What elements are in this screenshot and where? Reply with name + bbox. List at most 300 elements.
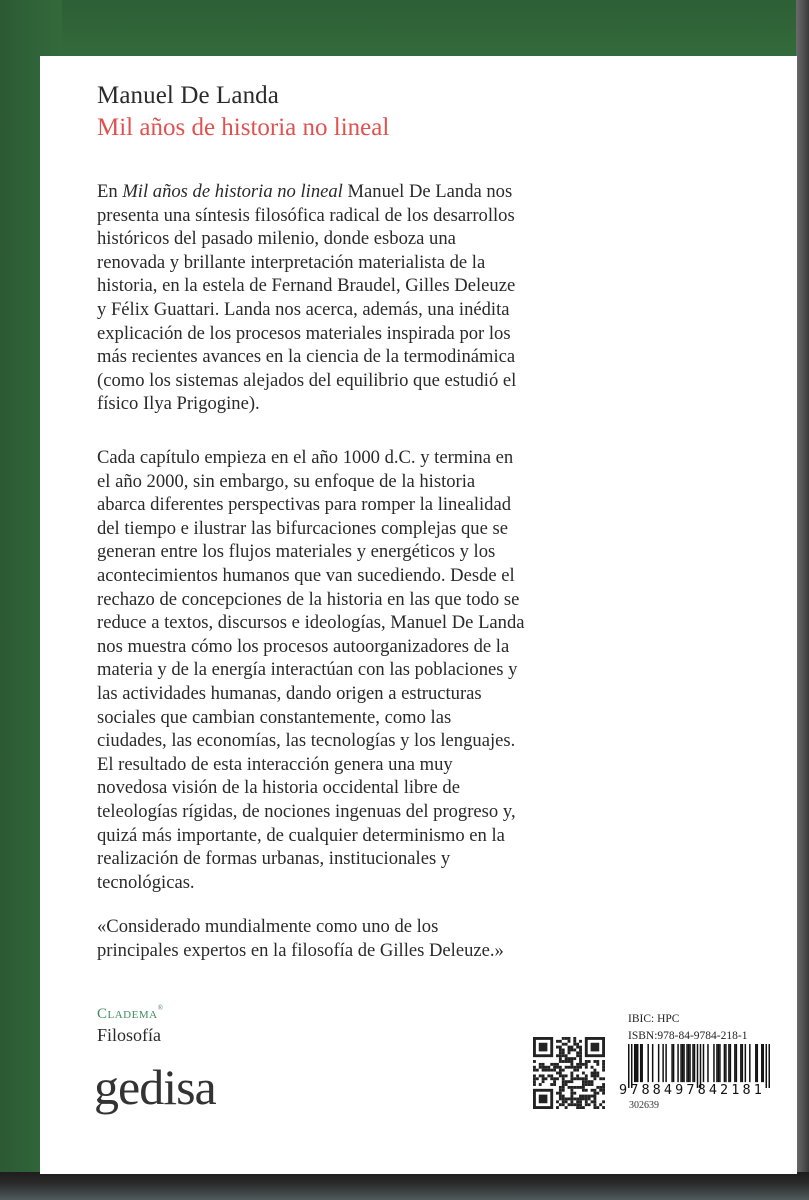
qr-module (602, 1106, 605, 1109)
qr-module (542, 1069, 545, 1072)
qr-module (533, 1083, 536, 1086)
barcode-bar (745, 1044, 746, 1082)
qr-module (559, 1046, 562, 1049)
qr-module (593, 1072, 596, 1075)
qr-module (553, 1063, 556, 1066)
qr-module (533, 1080, 536, 1083)
qr-module (547, 1074, 550, 1077)
qr-module (562, 1089, 565, 1092)
qr-module (570, 1086, 573, 1089)
qr-module (570, 1046, 573, 1049)
qr-module (533, 1060, 536, 1063)
qr-module (539, 1066, 542, 1069)
qr-module (591, 1095, 594, 1098)
qr-module (582, 1095, 585, 1098)
qr-module (556, 1106, 559, 1109)
qr-module (553, 1080, 556, 1083)
barcode-bar (689, 1044, 690, 1082)
qr-module (556, 1040, 559, 1043)
qr-module (568, 1040, 571, 1043)
text-line: materia y de la energía interactúan con las poblaciones y (97, 659, 518, 681)
qr-module (565, 1060, 568, 1063)
qr-module (582, 1072, 585, 1075)
qr-module (570, 1092, 573, 1095)
text-line: El resultado de esta interacción genera una muy (97, 753, 453, 775)
qr-module (570, 1057, 573, 1060)
qr-module (559, 1095, 562, 1098)
text-line: rechazo de concepciones de la historia en las que todo se (97, 588, 520, 610)
qr-module (588, 1080, 591, 1083)
qr-module (559, 1069, 562, 1072)
series-name: Filosofía (97, 1025, 162, 1045)
barcode-bar (730, 1044, 731, 1082)
qr-module (556, 1077, 559, 1080)
barcode-bar (647, 1044, 648, 1082)
text-line: ciudades, las economías, las tecnologías y los lenguajes. (97, 730, 516, 752)
book-spine-edge (796, 0, 809, 1175)
synopsis-paragraph-1 (97, 180, 617, 416)
qr-module (582, 1080, 585, 1083)
barcode-bar (766, 1044, 767, 1088)
barcode-bar (682, 1044, 683, 1082)
qr-module (565, 1037, 568, 1040)
qr-module (559, 1097, 562, 1100)
qr-module (559, 1072, 562, 1075)
qr-module (573, 1097, 576, 1100)
qr-module (559, 1066, 562, 1069)
qr-finder (539, 1043, 548, 1052)
qr-module (570, 1080, 573, 1083)
qr-module (559, 1051, 562, 1054)
qr-module (602, 1066, 605, 1069)
qr-module (559, 1054, 562, 1057)
qr-module (536, 1077, 539, 1080)
qr-module (562, 1051, 565, 1054)
qr-module (593, 1060, 596, 1063)
qr-module (573, 1057, 576, 1060)
qr-module (591, 1072, 594, 1075)
barcode-bar (694, 1044, 695, 1082)
qr-module (536, 1069, 539, 1072)
qr-module (593, 1097, 596, 1100)
qr-module (545, 1077, 548, 1080)
qr-module (573, 1069, 576, 1072)
barcode-digits: 9788497842181 (619, 1082, 765, 1098)
qr-module (542, 1080, 545, 1083)
qr-module (553, 1069, 556, 1072)
qr-module (565, 1054, 568, 1057)
qr-module (573, 1077, 576, 1080)
barcode-bar (769, 1044, 770, 1088)
text-line: explicación de los procesos materiales inspirada por los (97, 322, 511, 344)
qr-module (568, 1049, 571, 1052)
text-line: historia, en la estela de Fernand Braudel, Gilles Deleuze (97, 275, 516, 297)
qr-module (562, 1043, 565, 1046)
barcode-bar (652, 1044, 653, 1082)
text-line: nos muestra cómo los procesos autoorganizadores de la (97, 635, 510, 657)
qr-module (568, 1057, 571, 1060)
qr-module (562, 1080, 565, 1083)
qr-module (542, 1074, 545, 1077)
qr-module (585, 1066, 588, 1069)
text-line: «Considerado mundialmente como uno de los (97, 916, 439, 937)
qr-module (579, 1066, 582, 1069)
qr-module (602, 1060, 605, 1063)
qr-module (579, 1086, 582, 1089)
qr-module (602, 1092, 605, 1095)
qr-module (568, 1086, 571, 1089)
qr-module (596, 1074, 599, 1077)
qr-module (570, 1074, 573, 1077)
text-line: En Mil años de historia no lineal Manuel De Landa nos (97, 181, 513, 202)
qr-module (588, 1083, 591, 1086)
qr-module (585, 1060, 588, 1063)
qr-module (599, 1089, 602, 1092)
qr-module (596, 1063, 599, 1066)
barcode-bar (724, 1044, 725, 1082)
barcode-bar (634, 1044, 635, 1082)
qr-module (596, 1106, 599, 1109)
qr-module (565, 1097, 568, 1100)
qr-module (553, 1077, 556, 1080)
qr-module (573, 1086, 576, 1089)
qr-module (559, 1103, 562, 1106)
qr-module (550, 1074, 553, 1077)
qr-module (562, 1074, 565, 1077)
qr-module (593, 1103, 596, 1106)
collection-label: Cladema (97, 1006, 158, 1022)
qr-module (585, 1080, 588, 1083)
qr-module (593, 1092, 596, 1095)
qr-module (576, 1043, 579, 1046)
qr-module (582, 1077, 585, 1080)
qr-module (573, 1092, 576, 1095)
qr-module (596, 1060, 599, 1063)
qr-module (576, 1103, 579, 1106)
barcode-bar (757, 1044, 758, 1082)
qr-module (570, 1089, 573, 1092)
qr-module (565, 1083, 568, 1086)
qr-module (576, 1046, 579, 1049)
qr-module (542, 1077, 545, 1080)
qr-module (570, 1095, 573, 1098)
qr-module (562, 1049, 565, 1052)
qr-module (591, 1074, 594, 1077)
qr-module (533, 1074, 536, 1077)
qr-module (588, 1103, 591, 1106)
qr-module (579, 1049, 582, 1052)
barcode-bar (749, 1044, 750, 1082)
qr-module (562, 1086, 565, 1089)
qr-module (556, 1066, 559, 1069)
qr-module (562, 1037, 565, 1040)
qr-module (582, 1086, 585, 1089)
qr-module (570, 1103, 573, 1106)
qr-module (573, 1066, 576, 1069)
qr-module (588, 1095, 591, 1098)
text-line: reduce a textos, discursos e ideologías, Manuel De Landa (97, 612, 525, 634)
qr-module (579, 1106, 582, 1109)
text-line: y Félix Guattari. Landa nos acerca, además, una inédita (97, 298, 510, 320)
qr-module (556, 1046, 559, 1049)
qr-module (570, 1100, 573, 1103)
qr-module (591, 1080, 594, 1083)
barcode-bar (703, 1044, 704, 1082)
publisher-logo: gedisa (94, 1059, 216, 1115)
text-line: generan entre los flujos materiales y energéticos y los (97, 541, 496, 563)
qr-module (576, 1097, 579, 1100)
qr-module (559, 1074, 562, 1077)
qr-module (591, 1089, 594, 1092)
qr-module (559, 1049, 562, 1052)
qr-module (568, 1046, 571, 1049)
qr-module (570, 1060, 573, 1063)
text-line: históricos del pasado milenio, donde esboza una (97, 228, 456, 250)
qr-module (591, 1066, 594, 1069)
qr-module (585, 1077, 588, 1080)
qr-module (556, 1054, 559, 1057)
qr-module (570, 1097, 573, 1100)
qr-module (599, 1077, 602, 1080)
qr-module (559, 1057, 562, 1060)
qr-module (573, 1043, 576, 1046)
qr-module (568, 1097, 571, 1100)
qr-module (585, 1100, 588, 1103)
qr-module (579, 1054, 582, 1057)
qr-module (570, 1066, 573, 1069)
qr-module (593, 1095, 596, 1098)
qr-module (602, 1086, 605, 1089)
isbn-number: ISBN:978-84-9784-218-1 (628, 1030, 748, 1042)
text-line: (como los sistemas alejados del equilibrio que estudió el (97, 369, 517, 391)
price-code: 302639 (629, 1100, 659, 1111)
barcode-bar (728, 1044, 729, 1082)
qr-module (593, 1106, 596, 1109)
barcode-bar (662, 1044, 663, 1082)
qr-module (582, 1083, 585, 1086)
text-line: principales expertos en la filosofía de Gilles Deleuze.» (97, 939, 504, 961)
barcode-bar (736, 1044, 737, 1082)
qr-module (562, 1095, 565, 1098)
qr-module (562, 1069, 565, 1072)
text-line: realización de formas urbanas, institucionales y (97, 848, 451, 870)
author-name: Manuel De Landa (97, 82, 279, 109)
qr-module (559, 1092, 562, 1095)
qr-module (573, 1037, 576, 1040)
text-line: Cada capítulo empieza en el año 1000 d.C. y termina en (97, 447, 514, 468)
qr-module (588, 1097, 591, 1100)
qr-module (602, 1100, 605, 1103)
qr-module (559, 1060, 562, 1063)
qr-module (579, 1046, 582, 1049)
barcode-bar (742, 1044, 743, 1082)
qr-module (568, 1051, 571, 1054)
qr-module (553, 1083, 556, 1086)
qr-module (568, 1103, 571, 1106)
qr-module (570, 1077, 573, 1080)
qr-module (585, 1063, 588, 1066)
qr-module (539, 1063, 542, 1066)
qr-module (576, 1086, 579, 1089)
registered-mark: ® (157, 1004, 164, 1012)
qr-module (596, 1072, 599, 1075)
qr-module (570, 1049, 573, 1052)
qr-module (576, 1051, 579, 1054)
text-line: sociales que cambian constantemente, como las (97, 706, 452, 728)
barcode-bar (677, 1044, 678, 1082)
qr-module (579, 1103, 582, 1106)
qr-module (591, 1100, 594, 1103)
qr-module (582, 1063, 585, 1066)
qr-module (533, 1069, 536, 1072)
qr-module (559, 1086, 562, 1089)
qr-module (576, 1063, 579, 1066)
text-line: tecnológicas. (97, 871, 195, 893)
barcode-bar (671, 1044, 672, 1082)
qr-module (550, 1077, 553, 1080)
qr-module (556, 1063, 559, 1066)
qr-module (585, 1103, 588, 1106)
qr-module (585, 1095, 588, 1098)
qr-module (602, 1077, 605, 1080)
qr-module (570, 1063, 573, 1066)
qr-module (542, 1066, 545, 1069)
qr-module (582, 1097, 585, 1100)
cover-green-border-top (0, 0, 809, 60)
qr-module (576, 1077, 579, 1080)
qr-module (559, 1089, 562, 1092)
barcode-bar (673, 1044, 674, 1082)
barcode-bar (718, 1044, 719, 1082)
text-line: abarca diferentes perspectivas para romper la linealidad (97, 494, 512, 516)
barcode-bar (641, 1044, 642, 1082)
qr-finder (591, 1043, 600, 1052)
scan-bottom-edge (0, 1172, 809, 1200)
qr-module (585, 1083, 588, 1086)
qr-module (568, 1066, 571, 1069)
qr-module (550, 1063, 553, 1066)
qr-module (559, 1040, 562, 1043)
barcode-bar (658, 1044, 659, 1082)
qr-module (602, 1089, 605, 1092)
text-line: el año 2000, sin embargo, su enfoque de la historia (97, 470, 476, 492)
barcode-bar (686, 1044, 687, 1082)
barcode-bar (640, 1044, 641, 1082)
qr-module (585, 1097, 588, 1100)
qr-module (562, 1083, 565, 1086)
qr-code-icon (533, 1037, 605, 1109)
qr-module (599, 1086, 602, 1089)
qr-finder (539, 1095, 548, 1104)
qr-module (576, 1074, 579, 1077)
qr-module (579, 1057, 582, 1060)
qr-module (545, 1066, 548, 1069)
qr-module (568, 1037, 571, 1040)
qr-module (562, 1077, 565, 1080)
qr-module (588, 1060, 591, 1063)
barcode-bar (707, 1044, 708, 1082)
barcode-bar (683, 1044, 684, 1082)
qr-module (579, 1040, 582, 1043)
qr-module (582, 1106, 585, 1109)
qr-module (593, 1069, 596, 1072)
text-line: más recientes avances en la ciencia de la termodinámica (97, 346, 516, 368)
qr-module (579, 1095, 582, 1098)
qr-module (579, 1097, 582, 1100)
text-line: acontecimientos humanos que van sucediendo. Desde el (97, 564, 515, 586)
qr-module (565, 1106, 568, 1109)
qr-module (596, 1092, 599, 1095)
barcode-bar (635, 1044, 636, 1082)
qr-module (565, 1080, 568, 1083)
qr-module (596, 1086, 599, 1089)
qr-module (576, 1069, 579, 1072)
qr-module (565, 1066, 568, 1069)
qr-module (556, 1100, 559, 1103)
barcode-bar (761, 1044, 762, 1082)
barcode-bar (725, 1044, 726, 1082)
qr-module (565, 1043, 568, 1046)
qr-module (579, 1063, 582, 1066)
qr-module (547, 1066, 550, 1069)
barcode-bar (740, 1044, 741, 1082)
barcode-bar (692, 1044, 693, 1082)
qr-module (562, 1100, 565, 1103)
collection-name (97, 1004, 163, 1023)
qr-module (565, 1074, 568, 1077)
qr-module (565, 1057, 568, 1060)
qr-module (553, 1066, 556, 1069)
qr-module (593, 1100, 596, 1103)
qr-module (585, 1089, 588, 1092)
text-line: teleologías rígidas, de nociones ingenuas del progreso y, (97, 800, 516, 822)
text-line: renovada y brillante interpretación materialista de la (97, 251, 486, 273)
qr-module (593, 1074, 596, 1077)
qr-module (573, 1103, 576, 1106)
qr-module (576, 1066, 579, 1069)
qr-module (591, 1083, 594, 1086)
barcode-bar (755, 1044, 756, 1082)
qr-module (545, 1069, 548, 1072)
text-line: presenta una síntesis filosófica radical de los desarrollos (97, 204, 515, 226)
ibic-code: IBIC: HPC (628, 1013, 680, 1025)
qr-module (562, 1060, 565, 1063)
qr-module (550, 1083, 553, 1086)
qr-module (593, 1089, 596, 1092)
qr-module (542, 1063, 545, 1066)
qr-module (533, 1077, 536, 1080)
barcode-bar (713, 1044, 714, 1082)
qr-module (579, 1060, 582, 1063)
barcode-bar (637, 1044, 638, 1082)
text-line: quizá más importante, de cualquier determinismo en la (97, 824, 505, 846)
qr-module (562, 1054, 565, 1057)
barcode-bar (688, 1044, 689, 1082)
qr-module (556, 1092, 559, 1095)
qr-module (550, 1069, 553, 1072)
qr-module (579, 1051, 582, 1054)
qr-module (599, 1103, 602, 1106)
qr-module (573, 1049, 576, 1052)
synopsis-paragraph-2 (97, 446, 617, 894)
review-quote (97, 915, 617, 962)
qr-module (602, 1063, 605, 1066)
qr-module (585, 1074, 588, 1077)
qr-module (582, 1089, 585, 1092)
qr-module (573, 1040, 576, 1043)
qr-module (570, 1072, 573, 1075)
text-line: novedosa visión de la historia occidental libre de (97, 777, 460, 799)
